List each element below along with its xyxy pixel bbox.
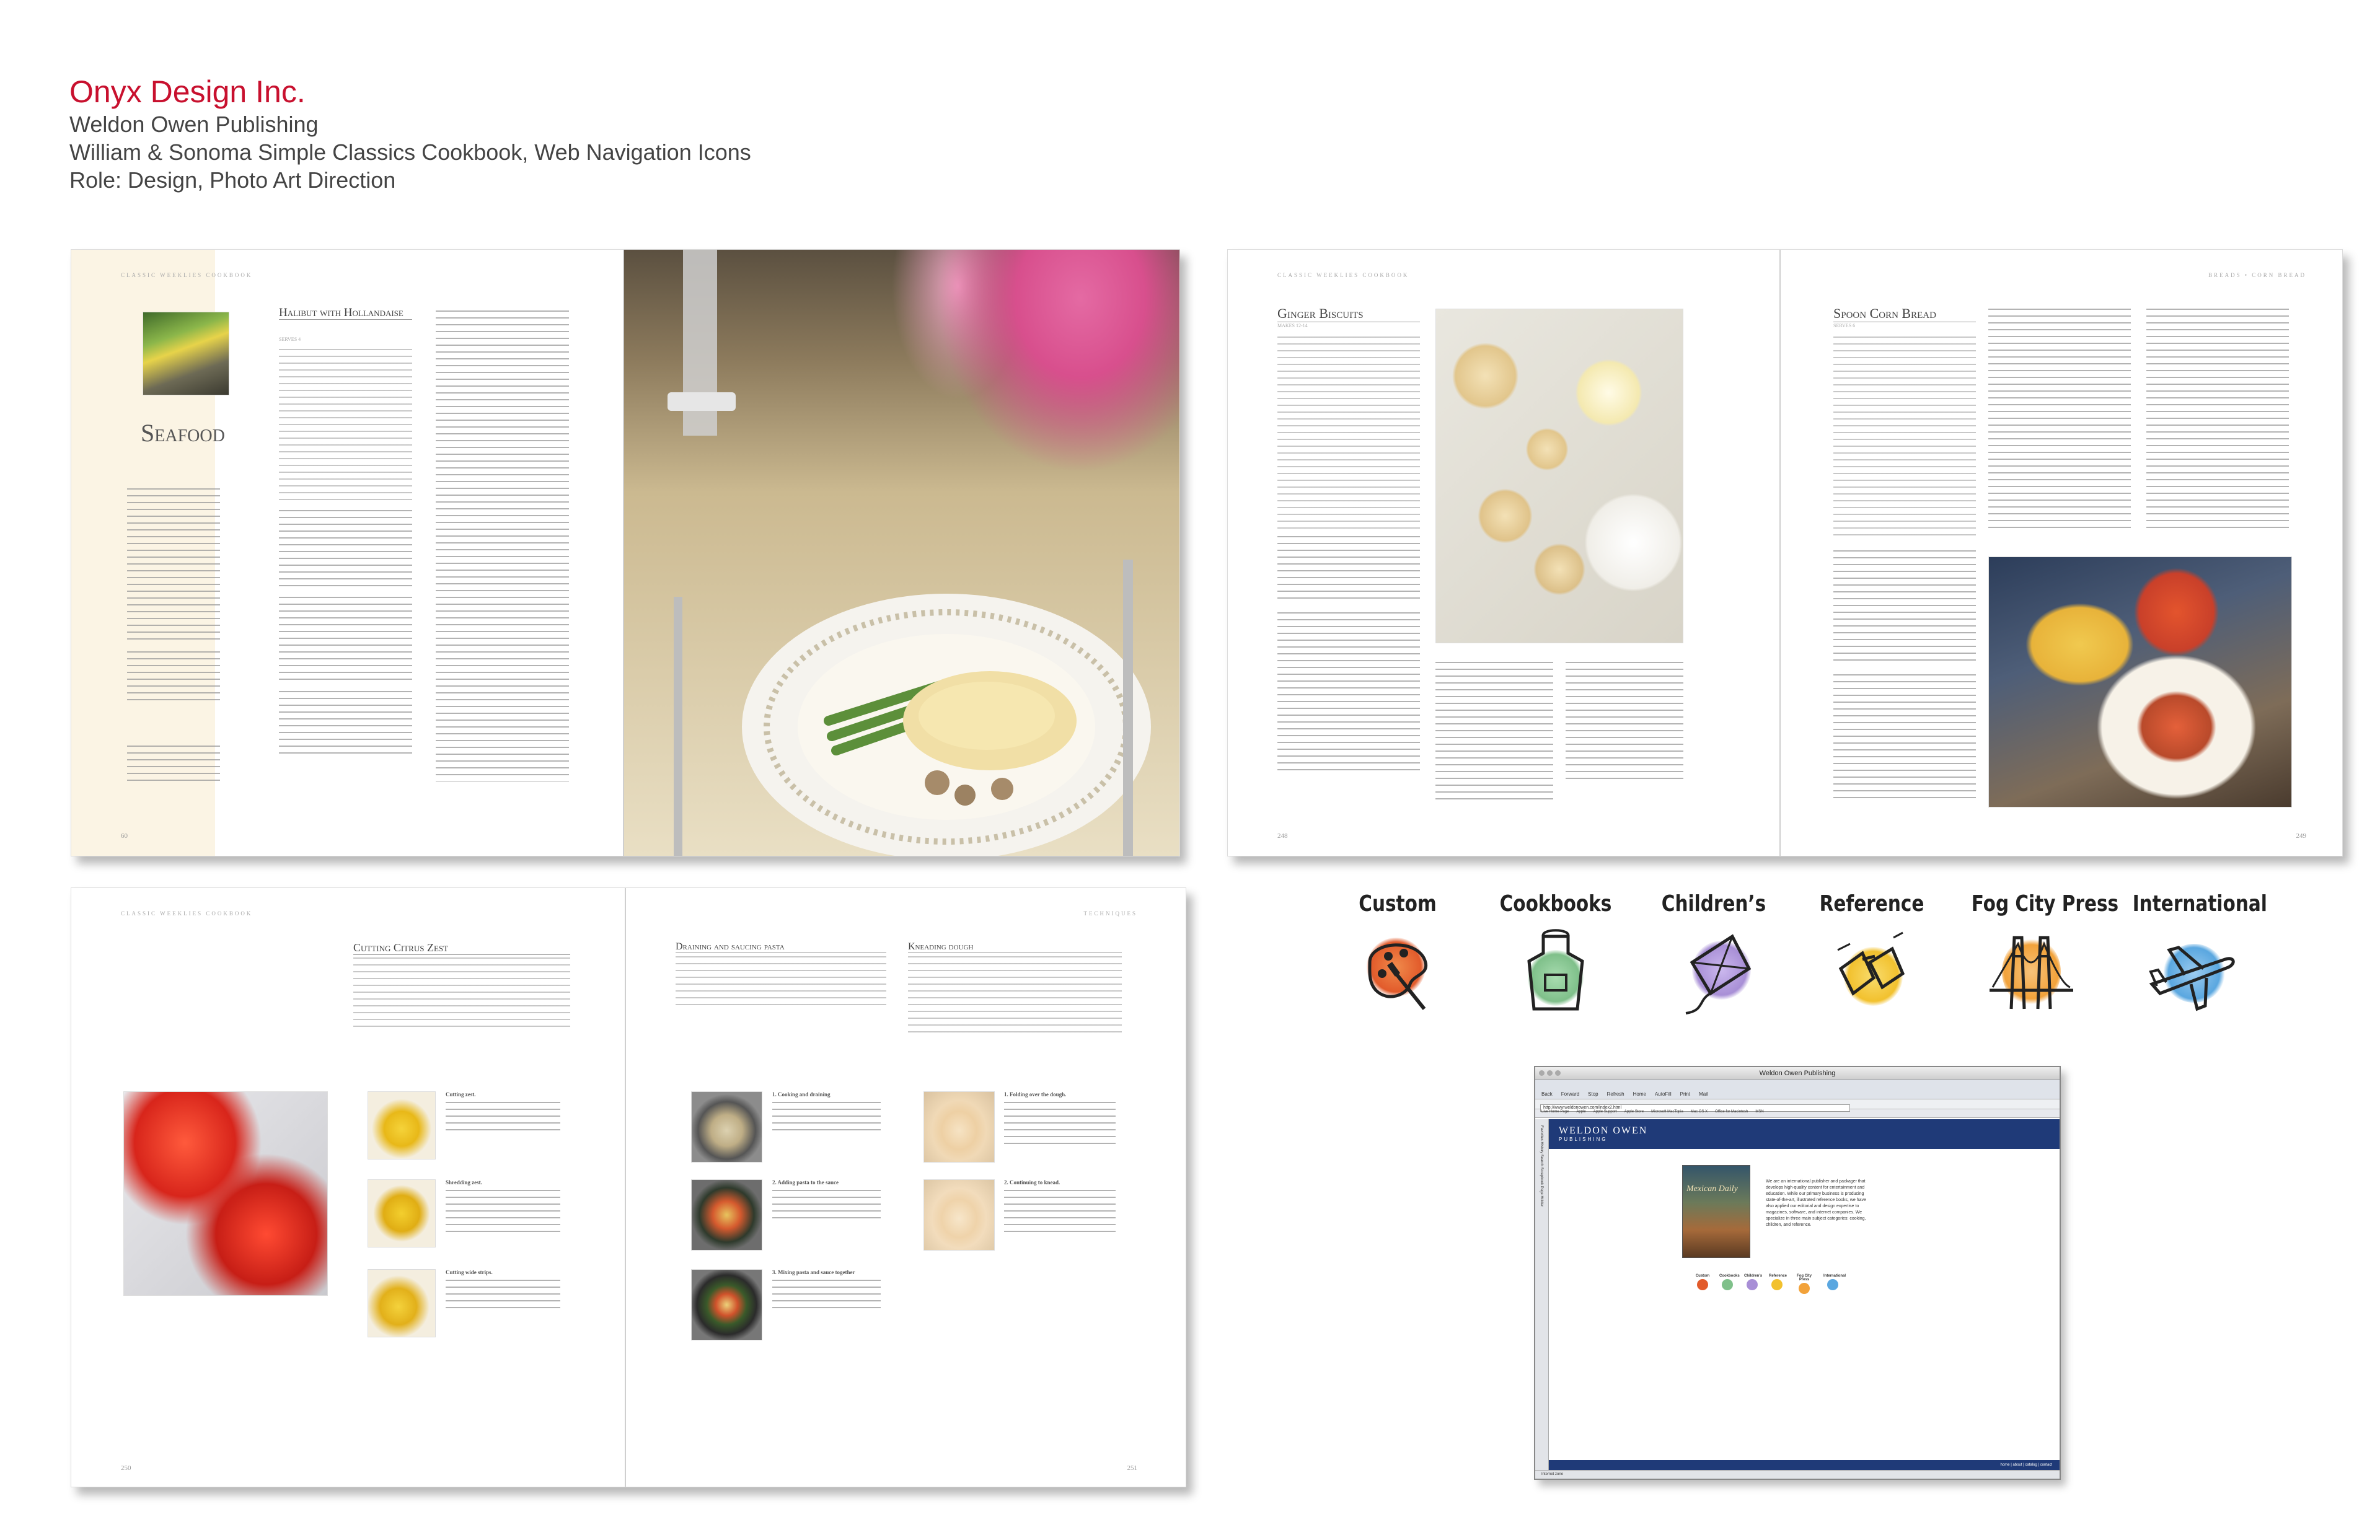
lemon-photo	[143, 312, 229, 395]
method-text-2	[436, 310, 569, 781]
window-title: Weldon Owen Publishing	[1759, 1070, 1836, 1077]
mini-nav-cookbooks[interactable]: Cookbooks	[1719, 1274, 1735, 1295]
mini-nav-reference[interactable]: Reference	[1769, 1274, 1785, 1295]
pasta-step-1-caption: 1. Cooking and draining	[772, 1091, 831, 1098]
citrus-step-1-caption: Cutting zest.	[446, 1091, 476, 1098]
footer-link-catalog[interactable]: catalog	[2025, 1463, 2037, 1467]
page-number-right: 249	[2296, 832, 2306, 840]
biscuits-method-3	[1566, 662, 1683, 780]
recipe-title-corn-bread: Spoon Corn Bread	[1833, 306, 1976, 322]
spread-breads	[1227, 249, 2343, 856]
webpage-content	[1549, 1119, 2060, 1470]
featured-book-cover[interactable]	[1682, 1165, 1750, 1258]
nav-icon-label: International	[2132, 891, 2267, 917]
browser-toolbar	[1535, 1080, 2060, 1099]
side-tab-search[interactable]: Search	[1540, 1154, 1543, 1166]
bookmark-link[interactable]: Apple Support	[1593, 1110, 1617, 1114]
address-bar	[1535, 1099, 2060, 1109]
nav-icon-cookbooks[interactable]	[1484, 891, 1627, 1018]
page-number-left: 248	[1277, 832, 1288, 840]
spread-breads-left-page	[1228, 250, 1779, 856]
bookmark-link[interactable]: Apple	[1576, 1110, 1586, 1114]
biscuits-photo	[1435, 309, 1683, 643]
site-header-band	[1549, 1119, 2060, 1149]
pasta-step-2-text	[772, 1190, 881, 1224]
browser-title-bar	[1535, 1067, 2060, 1080]
spread-techniques-right-page	[626, 888, 1186, 1487]
citrus-step-1-text	[446, 1102, 560, 1136]
running-head-left: CLASSIC WEEKLIES COOKBOOK	[1277, 272, 1409, 278]
spread-seafood	[71, 249, 1180, 856]
palette-brush-icon	[1351, 925, 1444, 1018]
site-category-icons	[1695, 1274, 1846, 1295]
bookmark-link[interactable]: MSN	[1755, 1110, 1764, 1114]
running-head-right: TECHNIQUES	[1083, 910, 1137, 917]
bookmark-link[interactable]: Mac OS X	[1690, 1110, 1708, 1114]
nav-icon-label: Cookbooks	[1499, 891, 1612, 917]
corn-bread-method-1	[1833, 674, 1976, 798]
toolbar-back-button[interactable]: Back	[1541, 1091, 1553, 1097]
toolbar-stop-button[interactable]: Stop	[1588, 1091, 1598, 1097]
spread-techniques-left-page	[71, 888, 625, 1487]
bookmark-link[interactable]: Office for Macintosh	[1715, 1110, 1748, 1114]
nav-icon-reference[interactable]	[1800, 891, 1943, 1018]
close-window-icon[interactable]	[1539, 1070, 1545, 1076]
kneading-step-1-caption: 1. Folding over the dough.	[1004, 1091, 1067, 1098]
kneading-step-2-text	[1004, 1190, 1116, 1233]
palette-brush-icon	[1697, 1279, 1708, 1290]
pasta-step-1-text	[772, 1102, 881, 1136]
golden-gate-bridge-icon	[1799, 1283, 1810, 1294]
corn-bread-ingredients	[1833, 550, 1976, 662]
citrus-step-3-photo	[368, 1269, 436, 1337]
corn-bread-method-3	[2146, 309, 2289, 532]
browser-status-bar	[1535, 1470, 2060, 1479]
address-input[interactable]: http://www.weldonowen.com/index2.html	[1540, 1104, 1850, 1112]
biscuits-headnote	[1277, 337, 1420, 529]
toolbar-forward-button[interactable]: Forward	[1561, 1091, 1580, 1097]
corn-bread-photo	[1988, 557, 2292, 807]
citrus-step-2-caption: Shredding zest.	[446, 1179, 482, 1186]
spread-seafood-left-page	[71, 250, 623, 856]
airplane-icon	[1827, 1279, 1838, 1290]
red-pepper-photo	[123, 1091, 328, 1296]
side-tab-scrapbook[interactable]: Scrapbook	[1540, 1167, 1543, 1186]
pasta-step-3-photo	[691, 1269, 762, 1340]
mini-nav-childrens[interactable]: Children’s	[1744, 1274, 1760, 1295]
corn-bread-headnote	[1833, 337, 1976, 541]
pasta-step-3-caption: 3. Mixing pasta and sauce together	[772, 1269, 855, 1275]
page-number: 60	[121, 832, 128, 840]
bookmark-link[interactable]: Apple Store	[1624, 1110, 1644, 1114]
zoom-window-icon[interactable]	[1555, 1070, 1561, 1076]
pasta-step-3-text	[772, 1280, 881, 1314]
running-head: CLASSIC WEEKLIES COOKBOOK	[121, 272, 253, 278]
kneading-intro-text	[908, 956, 1122, 1034]
mini-nav-fog-city-press[interactable]: Fog City Press	[1794, 1274, 1815, 1295]
kneading-step-2-photo	[923, 1179, 995, 1251]
recipe-yield-biscuits: MAKES 12-14	[1277, 323, 1308, 328]
sauce-ingredients	[279, 597, 412, 684]
site-logo-line2: PUBLISHING	[1559, 1137, 1608, 1142]
nav-icon-label: Fog City Press	[1971, 891, 2119, 917]
section-intro-text	[127, 488, 220, 640]
biscuits-method-1	[1277, 612, 1420, 773]
mini-nav-international[interactable]: International	[1823, 1274, 1842, 1295]
site-logo-line1[interactable]: WELDON OWEN	[1559, 1125, 1648, 1136]
halibut-plate-photo	[624, 250, 1180, 856]
bookmark-link[interactable]: Live Home Page	[1541, 1110, 1569, 1114]
bookmark-link[interactable]: Microsoft MacTopia	[1651, 1110, 1683, 1114]
page-number-left: 250	[121, 1464, 131, 1472]
citrus-step-2-text	[446, 1190, 560, 1233]
method-text-1	[279, 691, 412, 759]
apron-icon	[1509, 925, 1602, 1018]
nav-icon-label: Children’s	[1661, 891, 1766, 917]
mini-nav-custom[interactable]: Custom	[1695, 1274, 1711, 1295]
explorer-side-tabs	[1535, 1119, 1549, 1470]
technique-title-citrus: Cutting Citrus Zest	[353, 941, 570, 955]
section-intro-text-3	[127, 746, 220, 783]
section-title: Seafood	[141, 419, 225, 447]
page-number-right: 251	[1127, 1464, 1137, 1472]
spread-breads-right-page	[1781, 250, 2343, 856]
toolbar-mail-button[interactable]: Mail	[1699, 1091, 1708, 1097]
pasta-intro-text	[676, 956, 886, 1006]
browser-body	[1535, 1119, 2060, 1470]
side-tab-page-holder[interactable]: Page Holder	[1540, 1186, 1543, 1207]
role-line: Role: Design, Photo Art Direction	[69, 167, 396, 193]
footer-link-contact[interactable]: contact	[2040, 1463, 2052, 1467]
toolbar-refresh-button[interactable]: Refresh	[1606, 1091, 1624, 1097]
nav-icon-fog-city-press[interactable]	[1959, 891, 2119, 1018]
toolbar-home-button[interactable]: Home	[1633, 1091, 1646, 1097]
nav-icon-label: Custom	[1359, 891, 1437, 917]
site-footer-band: home | about | catalog | contact	[1549, 1460, 2060, 1470]
citrus-step-1-photo	[368, 1091, 436, 1159]
kneading-step-1-photo	[923, 1091, 995, 1163]
corn-bread-method-2	[1988, 309, 2131, 532]
portfolio-header	[69, 73, 751, 194]
company-name: Onyx Design Inc.	[69, 74, 306, 109]
recipe-headnote	[279, 349, 412, 501]
kite-icon	[1667, 925, 1760, 1018]
pasta-step-1-photo	[691, 1091, 762, 1163]
halibut-plate-illustration	[624, 250, 1180, 856]
running-head-right: BREADS • CORN BREAD	[2208, 272, 2306, 278]
book-cover-title: Mexican Daily	[1686, 1184, 1738, 1194]
recipe-yield-corn-bread: SERVES 6	[1833, 323, 1856, 328]
pasta-step-2-caption: 2. Adding pasta to the sauce	[772, 1179, 839, 1186]
airplane-icon	[2144, 925, 2237, 1018]
kneading-step-1-text	[1004, 1102, 1116, 1145]
publisher-name: Weldon Owen Publishing	[69, 112, 319, 137]
section-intro-text-2	[127, 651, 220, 701]
apron-icon	[1722, 1279, 1733, 1290]
toolbar-print-button[interactable]: Print	[1680, 1091, 1691, 1097]
footer-link-about[interactable]: about	[2012, 1463, 2022, 1467]
nav-icon-custom[interactable]	[1326, 891, 1469, 1018]
spread-techniques	[71, 887, 1186, 1487]
kite-icon	[1747, 1279, 1758, 1290]
status-text: Internet zone	[1541, 1472, 1564, 1476]
binoculars-icon	[1771, 1279, 1783, 1290]
recipe-title: Halibut with Hollandaise	[279, 307, 412, 320]
kneading-step-2-caption: 2. Continuing to knead.	[1004, 1179, 1060, 1186]
side-tab-favorites[interactable]: Favorites	[1540, 1125, 1543, 1141]
side-tab-history[interactable]: History	[1540, 1142, 1543, 1154]
pasta-step-2-photo	[691, 1179, 762, 1251]
citrus-intro-text	[353, 957, 570, 1029]
nav-icon-label: Reference	[1819, 891, 1924, 917]
recipe-yield: SERVES 4	[279, 337, 301, 342]
footer-link-home[interactable]: home	[2000, 1463, 2010, 1467]
site-intro-text: We are an international publisher and packager that develops high-quality content for entertainment and education. While our primary business is producing state-of-the-art, illustrated reference books, we have also applied our editorial and design expertise to magazines, software, and internet companies. We specialize in three main subject categories: cooking, children, and reference.	[1766, 1179, 1866, 1227]
citrus-step-3-text	[446, 1280, 560, 1314]
golden-gate-bridge-icon	[1983, 925, 2076, 1018]
nav-icon-international[interactable]	[2120, 891, 2267, 1018]
technique-title-pasta: Draining and saucing pasta	[676, 941, 886, 953]
minimize-window-icon[interactable]	[1547, 1070, 1553, 1076]
technique-title-kneading: Kneading dough	[908, 941, 1122, 953]
citrus-step-2-photo	[368, 1179, 436, 1247]
running-head-left: CLASSIC WEEKLIES COOKBOOK	[121, 910, 253, 917]
project-name: William & Sonoma Simple Classics Cookbook, Web Navigation Icons	[69, 139, 751, 165]
binoculars-icon	[1825, 925, 1918, 1018]
biscuits-ingredients	[1277, 536, 1420, 604]
recipe-title-biscuits: Ginger Biscuits	[1277, 306, 1420, 322]
toolbar-autofill-button[interactable]: AutoFill	[1654, 1091, 1672, 1097]
biscuits-method-2	[1435, 662, 1553, 804]
nav-icon-childrens[interactable]	[1642, 891, 1785, 1018]
web-navigation-icons	[1333, 891, 2267, 1027]
browser-window	[1534, 1066, 2061, 1480]
citrus-step-3-caption: Cutting wide strips.	[446, 1269, 493, 1275]
ingredient-list	[279, 510, 412, 591]
